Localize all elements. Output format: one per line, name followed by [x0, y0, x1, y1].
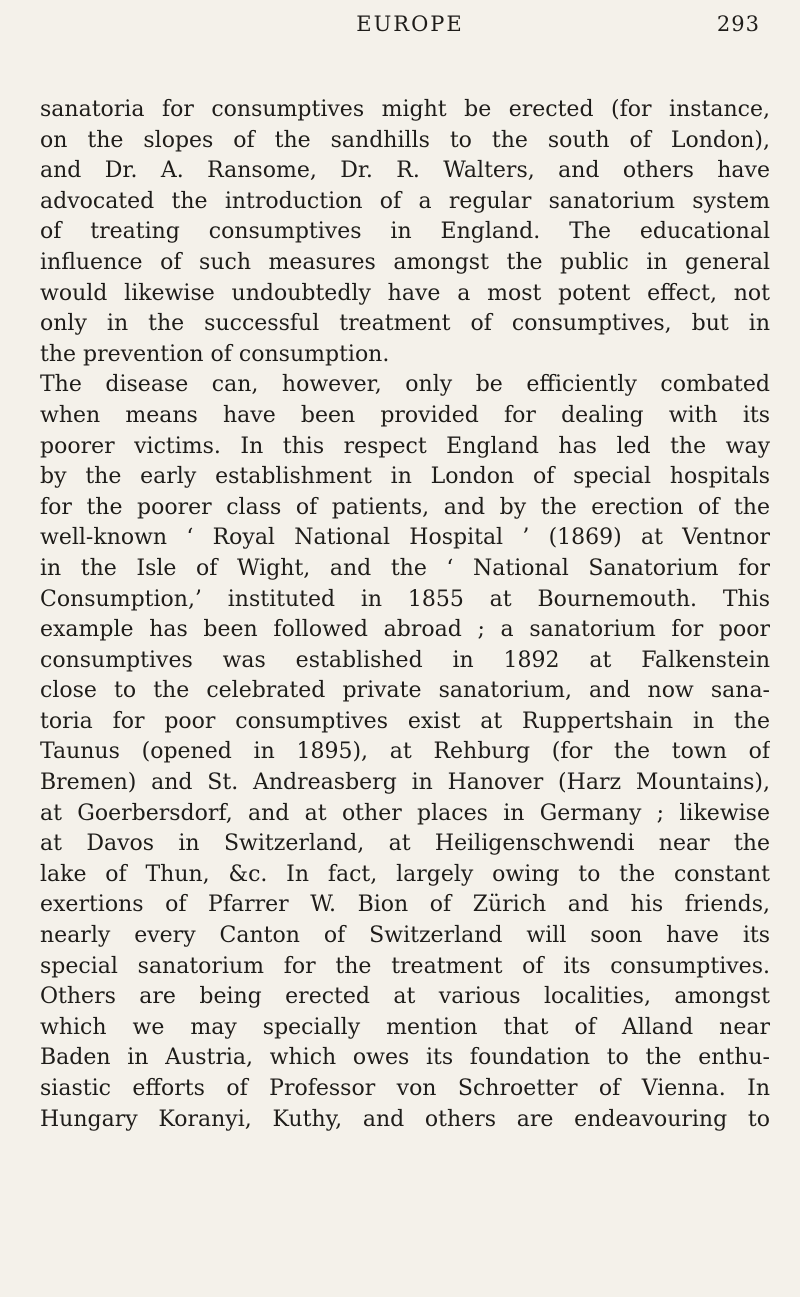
running-head	[40, 8, 780, 42]
text-line: in the Isle of Wight, and the ‘ National Sanatorium for	[40, 555, 770, 581]
text-line: close to the celebrated private sanatorium, and now sana-	[40, 678, 770, 704]
text-line: Consumption,’ instituted in 1855 at Bournemouth. This	[40, 586, 770, 612]
text-line: consumptives was established in 1892 at Falkenstein	[40, 647, 770, 673]
text-line: nearly every Canton of Switzerland will soon have its	[40, 923, 770, 949]
page-number: 293	[716, 12, 760, 36]
text-line: The disease can, however, only be efficiently combated	[40, 372, 770, 398]
text-line: Baden in Austria, which owes its foundation to the enthu-	[40, 1045, 770, 1071]
text-line: poorer victims. In this respect England has led the way	[40, 433, 770, 459]
text-line: on the slopes of the sandhills to the south of London),	[40, 127, 770, 153]
text-line: Taunus (opened in 1895), at Rehburg (for the town of	[40, 739, 770, 765]
text-line: toria for poor consumptives exist at Ruppertshain in the	[40, 708, 770, 734]
text-line: special sanatorium for the treatment of its consumptives.	[40, 953, 770, 979]
text-line: the prevention of consumption.	[40, 341, 390, 367]
text-line: exertions of Pfarrer W. Bion of Zürich and his friends,	[40, 892, 770, 918]
text-line: of treating consumptives in England. The educational	[40, 219, 770, 245]
text-line: which we may specially mention that of Alland near	[40, 1014, 770, 1040]
text-line: would likewise undoubtedly have a most potent effect, not	[40, 280, 770, 306]
text-line: well-known ‘ Royal National Hospital ’ (1869) at Ventnor	[40, 525, 770, 551]
body-text	[40, 95, 770, 1135]
text-line: Hungary Koranyi, Kuthy, and others are endeavouring to	[40, 1106, 770, 1132]
text-line: Bremen) and St. Andreasberg in Hanover (Harz Mountains),	[40, 770, 770, 796]
text-line: influence of such measures amongst the public in general	[40, 249, 770, 275]
text-line: example has been followed abroad ; a sanatorium for poor	[40, 617, 770, 643]
running-title: EUROPE	[356, 12, 464, 36]
text-line: for the poorer class of patients, and by the erection of the	[40, 494, 770, 520]
text-line: at Goerbersdorf, and at other places in Germany ; likewise	[40, 800, 770, 826]
text-line: at Davos in Switzerland, at Heiligenschwendi near the	[40, 831, 770, 857]
text-line: only in the successful treatment of consumptives, but in	[40, 311, 770, 337]
text-line: by the early establishment in London of special hospitals	[40, 464, 770, 490]
text-line: advocated the introduction of a regular sanatorium system	[40, 188, 770, 214]
text-line: siastic efforts of Professor von Schroetter of Vienna. In	[40, 1076, 770, 1101]
text-line: when means have been provided for dealing with its	[40, 402, 770, 428]
text-line: sanatoria for consumptives might be erected (for instance,	[40, 97, 770, 122]
text-line: Others are being erected at various localities, amongst	[40, 984, 770, 1010]
text-line: lake of Thun, &c. In fact, largely owing to the constant	[40, 861, 770, 887]
text-line: and Dr. A. Ransome, Dr. R. Walters, and others have	[40, 158, 770, 184]
